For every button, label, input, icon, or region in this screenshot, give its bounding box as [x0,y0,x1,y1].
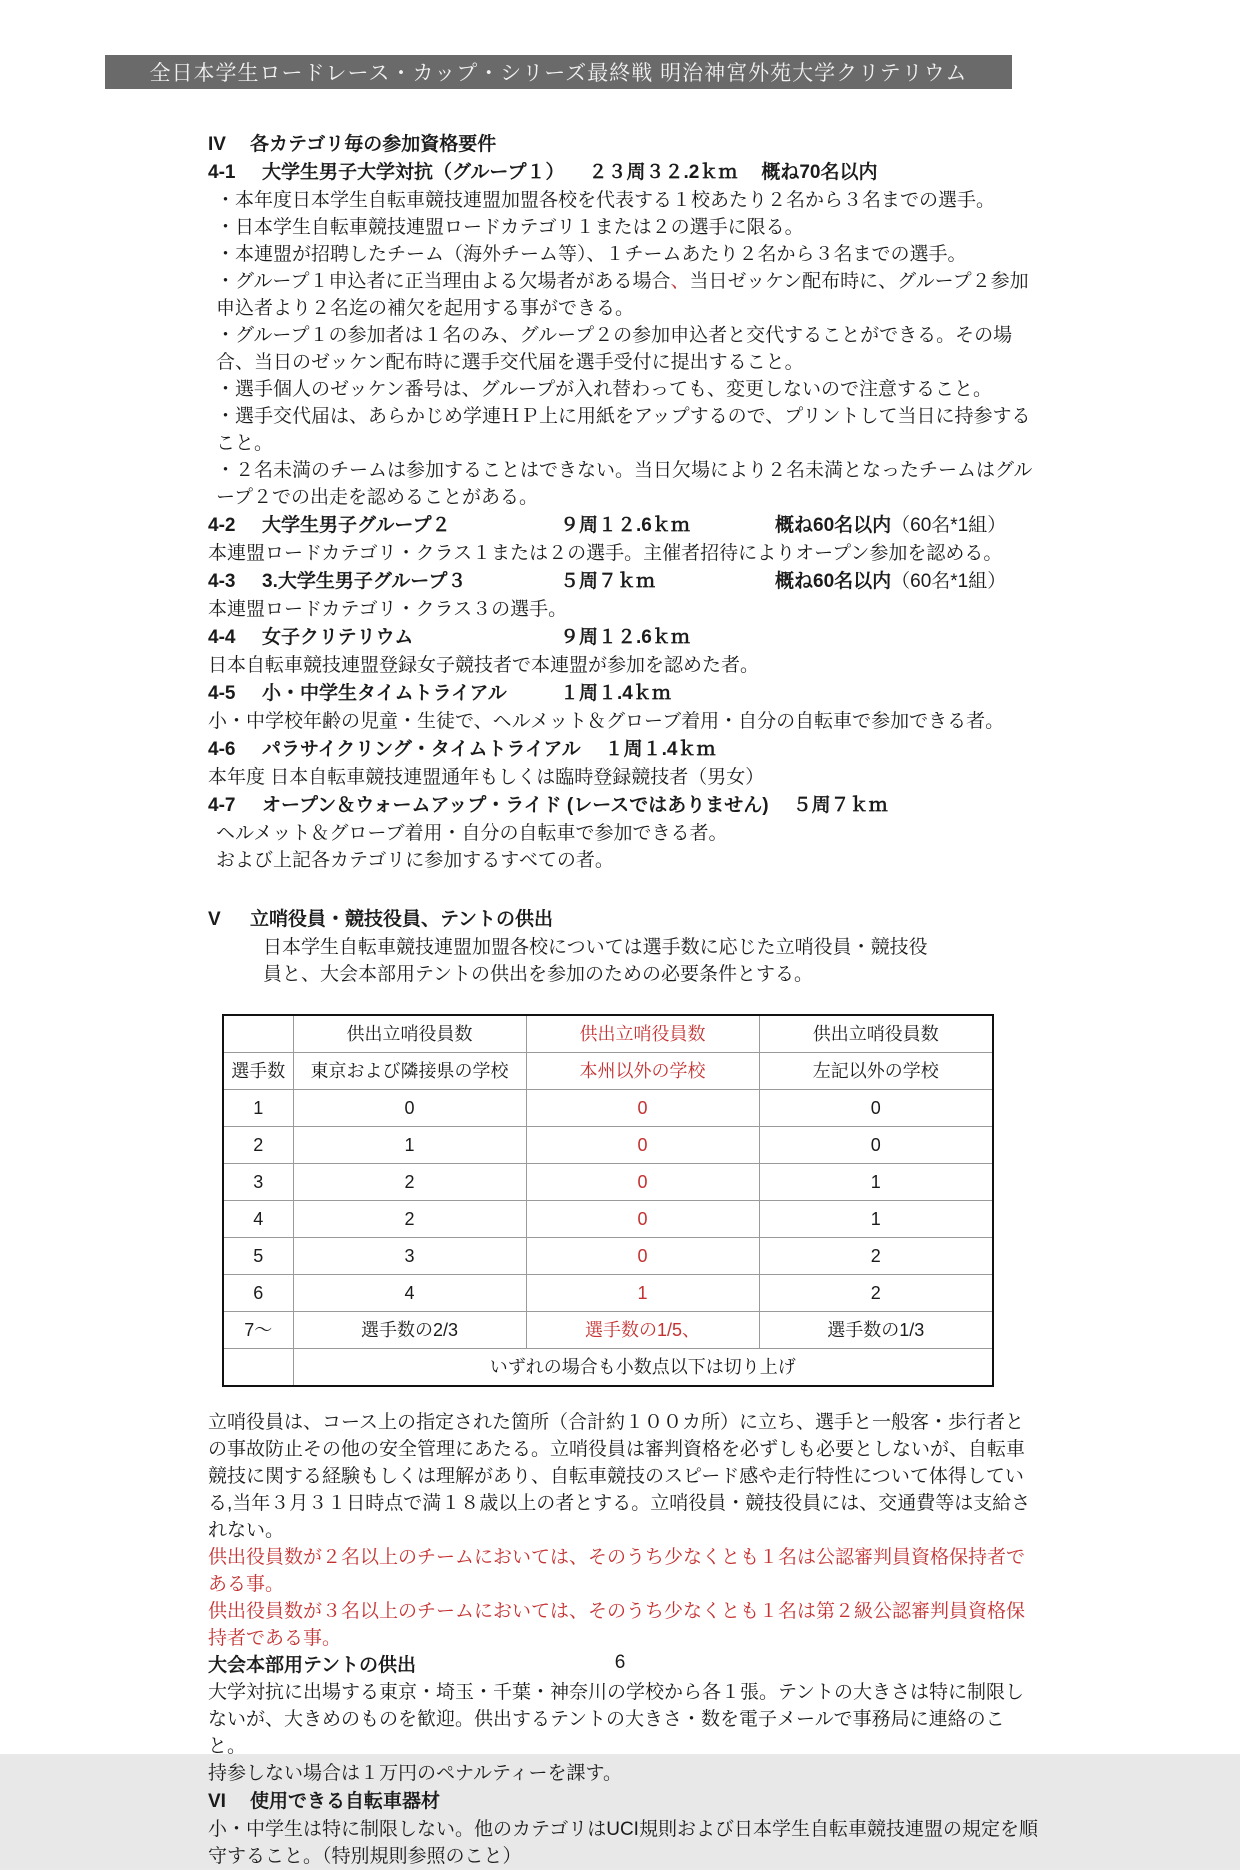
category-distance: ２３周３２.2ｋｍ [588,162,738,183]
table-cell: 0 [526,1201,759,1238]
section-5-intro: 日本学生自転車競技連盟加盟各校については選手数に応じた立哨役員・競技役員と、大会本部用テントの供出を参加のための必要条件とする。 [263,937,928,985]
table-cell: 2 [293,1164,526,1201]
category-body: および上記各カテゴリに参加するすべての者。 [216,850,614,871]
section-6-body: 小・中学生は特に制限しない。他のカテゴリはUCI規則および日本学生自転車競技連盟の規定を順守すること。（特別規則参照のこと） [208,1819,1038,1867]
bullet-item: ・本年度日本学生自転車競技連盟加盟各校を代表する１校あたり２名から３名までの選手。 [216,190,996,211]
table-row [223,1238,993,1275]
category-body: 日本自転車競技連盟登録女子競技者で本連盟が参加を認めた者。 [208,655,760,676]
table-cell: 2 [759,1275,993,1312]
table-cell: 1 [223,1090,293,1127]
table-cell: 0 [526,1164,759,1201]
category-title: 大学生男子グループ２ [262,515,451,536]
table-cell: 1 [293,1127,526,1164]
category-body: 本年度 日本自転車競技連盟通年もしくは臨時登録競技者（男女） [208,767,765,788]
category-distance: ５周７ｋｍ [792,795,888,816]
marshal-requirements-table [222,1014,994,1387]
category-number: 4-7 [208,795,236,816]
tent-body: 大学対抗に出場する東京・埼玉・千葉・神奈川の学校から各１張。テントの大きさは特に制限しないが、大きめのものを歓迎。供出するテントの大きさ・数を電子メールで事務局に連絡のこと。 [208,1682,1025,1757]
category-4-4-heading [208,624,1038,651]
table-cell: 2 [293,1201,526,1238]
header-cell [223,1015,293,1053]
table-cell: 3 [293,1238,526,1275]
table-cell: 選手数の1/5、 [526,1312,759,1349]
category-4-3-heading [208,568,1038,595]
category-body: 本連盟ロードカテゴリ・クラス１または２の選手。主催者招待によりオープン参加を認める。 [208,543,1003,564]
table-cell: 0 [293,1090,526,1127]
table-cell: 0 [759,1127,993,1164]
document-body [208,130,1038,1870]
category-distance: ５周７ｋｍ [560,571,656,592]
table-header-row-1 [223,1015,993,1053]
category-distance: ９周１２.6ｋｍ [560,515,690,536]
table-cell: 0 [759,1090,993,1127]
table-cell: 3 [223,1164,293,1201]
bullet-text: 当日ゼッケン配布時に、グループ２参加申込者より２名迄の補欠を起用する事ができる。 [216,271,1029,319]
category-title: 女子クリテリウム [262,627,414,648]
bullet-item: ・２名未満のチームは参加することはできない。当日欠場により２名未満となったチームはグループ２での出走を認めることがある。 [216,460,1033,508]
header-cell: 東京および隣接県の学校 [293,1053,526,1090]
table-cell: 0 [526,1238,759,1275]
bullet-item: ・選手交代届は、あらかじめ学連ＨＰ上に用紙をアップするので、プリントして当日に持参すること。 [216,406,1031,454]
table-cell: 選手数の1/3 [759,1312,993,1349]
table-cell: 0 [526,1127,759,1164]
bullet-item: ・日本学生自転車競技連盟ロードカテゴリ１または２の選手に限る。 [216,217,804,238]
category-4-2-heading [208,512,1038,539]
category-distance: ９周１２.6ｋｍ [560,627,690,648]
category-distance: １周１.4ｋｍ [560,683,671,704]
red-rule-1: 供出役員数が２名以上のチームにおいては、そのうち少なくとも１名は公認審判員資格保持者である事。 [208,1547,1026,1595]
section-5-number: V [208,909,221,930]
bullet-text: ・グループ１申込者に正当理由よる欠場者がある場合 [216,271,671,292]
section-5-title: 立哨役員・競技役員、テントの供出 [250,909,554,930]
category-4-6-heading [208,736,1038,763]
table-row [223,1312,993,1349]
category-capacity: 概ね60名以内 [775,515,892,536]
category-number: 4-2 [208,515,236,536]
header-cell: 選手数 [223,1053,293,1090]
bullet-item: ・本連盟が招聘したチーム（海外チーム等）、１チームあたり２名から３名までの選手。 [216,244,967,265]
category-capacity: 概ね70名以内 [761,162,878,183]
table-row [223,1127,993,1164]
red-rule-2: 供出役員数が３名以上のチームにおいては、そのうち少なくとも１名は第２級公認審判員資格保持者である事。 [208,1601,1026,1649]
table-cell: 4 [293,1275,526,1312]
category-number: 4-4 [208,627,236,648]
category-number: 4-1 [208,162,236,183]
section-6-heading [208,1788,1038,1815]
header-cell: 本州以外の学校 [526,1053,759,1090]
header-cell: 供出立哨役員数 [293,1015,526,1053]
table-row [223,1201,993,1238]
red-comma: 、 [670,271,690,292]
table-cell: 2 [759,1238,993,1275]
category-4-5-heading [208,680,1038,707]
header-cell: 左記以外の学校 [759,1053,993,1090]
document-header-bar [105,55,1012,89]
table-row [223,1090,993,1127]
category-distance: １周１.4ｋｍ [604,739,716,760]
section-4-number: IV [208,134,226,155]
table-cell: 2 [223,1127,293,1164]
category-number: 4-3 [208,571,236,592]
category-note: （60名*1組） [891,515,1007,536]
table-cell: 1 [526,1275,759,1312]
table-header-row-2 [223,1053,993,1090]
table-row [223,1164,993,1201]
table-footer-note: いずれの場合も小数点以下は切り上げ [293,1349,993,1387]
table-cell: 選手数の2/3 [293,1312,526,1349]
category-title: 小・中学生タイムトライアル [262,683,507,704]
header-cell: 供出立哨役員数 [526,1015,759,1053]
section-5-heading [208,906,1038,933]
table-cell: 7〜 [223,1312,293,1349]
marshal-description: 立哨役員は、コース上の指定された箇所（合計約１００カ所）に立ち、選手と一般客・歩行者との事故防止その他の安全管理にあたる。立哨役員は審判資格を必ずしも必要としないが、自転車競技に関する経験もしくは理解があり、自転車競技のスピード感や走行特性について体得している,当年３月３１日時点で満１８歳以上の者とする。立哨役員・競技役員には、交通費等は支給されない。 [208,1412,1031,1541]
page-number: 6 [614,1652,626,1673]
tent-heading: 大会本部用テントの供出 [208,1655,417,1676]
category-body: 小・中学校年齢の児童・生徒で、ヘルメット＆グローブ着用・自分の自転車で参加できる者。 [208,711,1005,732]
table-cell: 1 [759,1164,993,1201]
table-cell: 0 [526,1090,759,1127]
category-4-7-heading [208,792,1038,819]
category-title: 3.大学生男子グループ３ [262,571,467,592]
document-title: 全日本学生ロードレース・カップ・シリーズ最終戦 明治神宮外苑大学クリテリウム [149,62,968,85]
table-cell: 5 [223,1238,293,1275]
category-note: （60名*1組） [891,571,1007,592]
header-cell: 供出立哨役員数 [759,1015,993,1053]
table-cell [223,1349,293,1387]
section-4-title: 各カテゴリ毎の参加資格要件 [250,134,497,155]
category-number: 4-6 [208,739,236,760]
category-title: 大学生男子大学対抗（グループ１） [262,162,565,183]
category-capacity: 概ね60名以内 [775,571,892,592]
category-body: 本連盟ロードカテゴリ・クラス３の選手。 [208,599,568,620]
table-footer-row [223,1349,993,1387]
section-4-heading [208,131,1038,158]
table-row [223,1275,993,1312]
table-cell: 6 [223,1275,293,1312]
category-title: パラサイクリング・タイムトライアル [262,739,581,760]
section-6-number: VI [208,1791,226,1812]
bullet-item: ・選手個人のゼッケン番号は、グループが入れ替わっても、変更しないので注意すること。 [216,379,992,400]
table-cell: 1 [759,1201,993,1238]
bullet-item: ・グループ１の参加者は１名のみ、グループ２の参加申込者と交代することができる。その場合、当日のゼッケン配布時に選手交代届を選手受付に提出すること。 [216,325,1013,373]
category-number: 4-5 [208,683,236,704]
bullet-item [208,268,1038,322]
category-4-1-heading [208,159,1038,186]
table-cell: 4 [223,1201,293,1238]
category-body: ヘルメット＆グローブ着用・自分の自転車で参加できる者。 [216,823,728,844]
category-title: オープン＆ウォームアップ・ライド (レースではありません) [262,795,769,816]
tent-penalty: 持参しない場合は１万円のペナルティーを課す。 [208,1763,623,1784]
section-6-title: 使用できる自転車器材 [250,1791,441,1812]
